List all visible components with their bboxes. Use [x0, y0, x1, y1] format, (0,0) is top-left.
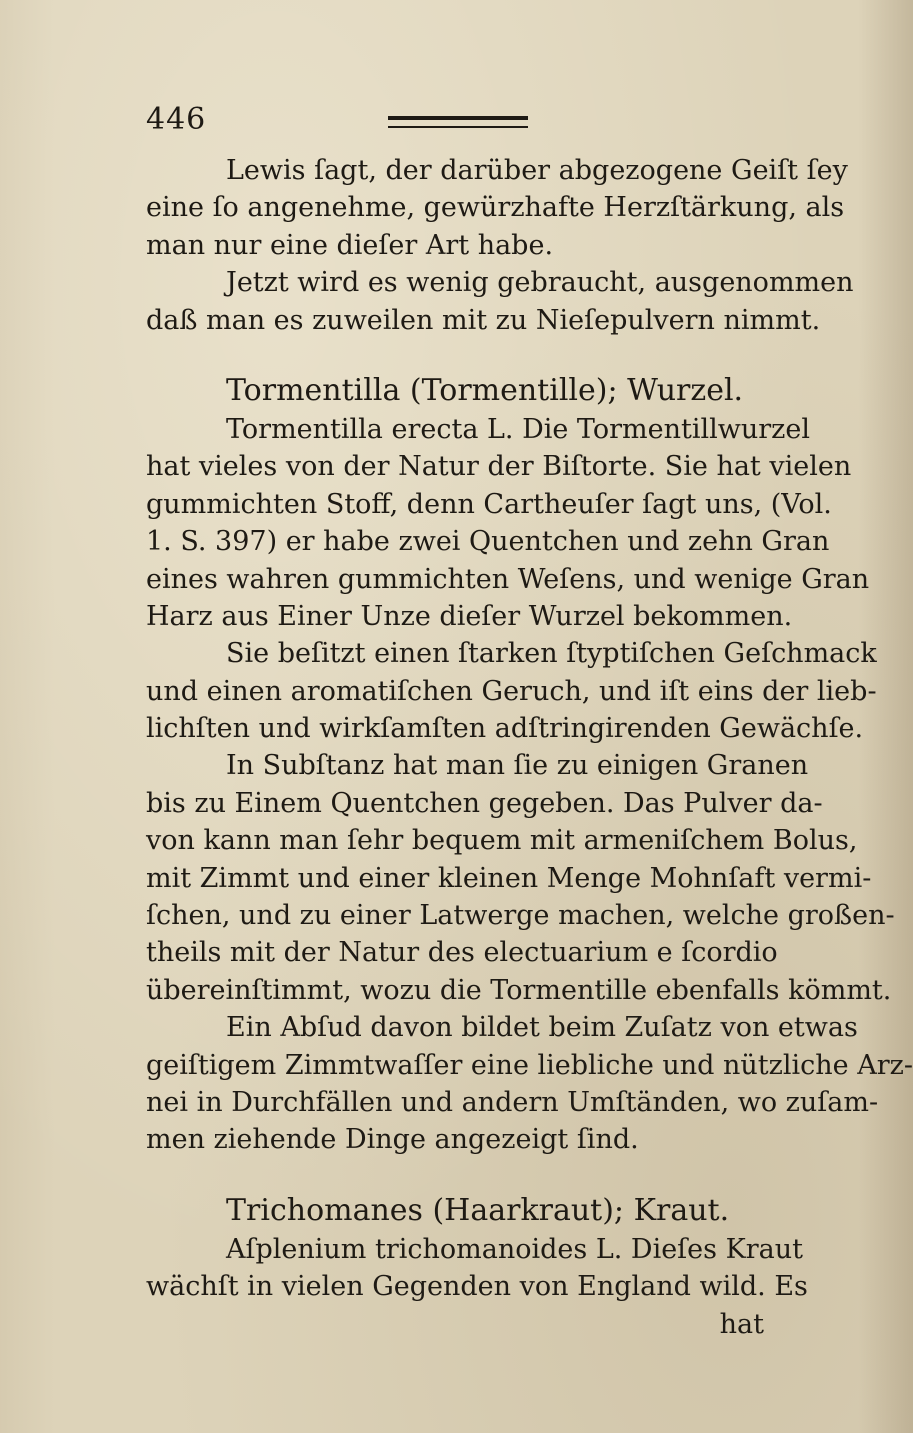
text-line: übereinſtimmt, wozu die Tormentille ebenfalls kömmt. — [146, 974, 892, 1006]
text-line: bis zu Einem Quentchen gegeben. Das Pulver da- — [146, 787, 823, 819]
text-line: daß man es zuweilen mit zu Nieſepulvern nimmt. — [146, 304, 821, 336]
text-line: eines wahren gummichten Weſens, und wenige Gran — [146, 563, 870, 595]
text-line: Harz aus Einer Unze dieſer Wurzel bekommen. — [146, 600, 793, 632]
text-line: Tormentilla erecta L. Die Tormentillwurzel — [226, 413, 810, 445]
text-line: Jetzt wird es wenig gebraucht, ausgenommen — [226, 267, 854, 299]
text-line: Lewis ſagt, der darüber abgezogene Geiſt ſey — [226, 155, 848, 186]
text-line: 1. S. 397) er habe zwei Quentchen und zehn Gran — [146, 526, 830, 558]
text-line: geiſtigem Zimmtwaſſer eine liebliche und nützliche Arz- — [146, 1049, 913, 1081]
header-rule — [388, 116, 528, 128]
text-line: men ziehende Dinge angezeigt ſind. — [146, 1124, 639, 1156]
text-line: hat vieles von der Natur der Biſtorte. Sie hat vielen — [146, 451, 852, 483]
text-line: Ein Abſud davon bildet beim Zuſatz von etwas — [226, 1012, 858, 1044]
text-line: Sie beſitzt einen ſtarken ſtyptiſchen Geſchmack — [226, 638, 877, 670]
text-line: ſchen, und zu einer Latwerge machen, welche großen- — [146, 900, 895, 932]
section-heading-trichomanes: Trichomanes (Haarkraut); Kraut. — [226, 1192, 730, 1228]
text-line: und einen aromatiſchen Geruch, und iſt eins der lieb- — [146, 675, 877, 707]
text-line: theils mit der Natur des electuarium e ſcordio — [146, 937, 778, 969]
text-line: In Subſtanz hat man ſie zu einigen Granen — [226, 750, 809, 782]
text-line: man nur eine dieſer Art habe. — [146, 229, 554, 261]
text-line: von kann man ſehr bequem mit armeniſchem Bolus, — [146, 825, 858, 857]
body-text — [146, 152, 913, 1343]
catchword: hat — [719, 1308, 764, 1340]
text-line: mit Zimmt und einer kleinen Menge Mohnſaft vermi- — [146, 862, 872, 894]
section-heading-tormentilla: Tormentilla (Tormentille); Wurzel. — [226, 372, 744, 408]
text-line: gummichten Stoff, denn Cartheuſer ſagt uns, (Vol. — [146, 488, 832, 520]
text-line: nei in Durchfällen und andern Umſtänden, wo zuſam- — [146, 1086, 879, 1118]
text-line: eine ſo angenehme, gewürzhafte Herzſtärkung, als — [146, 192, 845, 224]
text-line: Aſplenium trichomanoides L. Dieſes Kraut — [226, 1233, 804, 1265]
text-line: wächſt in vielen Gegenden von England wild. Es — [146, 1271, 808, 1303]
text-line: lichſten und wirkſamſten adſtringirenden Gewächſe. — [146, 713, 864, 745]
page-number: 446 — [146, 102, 207, 137]
